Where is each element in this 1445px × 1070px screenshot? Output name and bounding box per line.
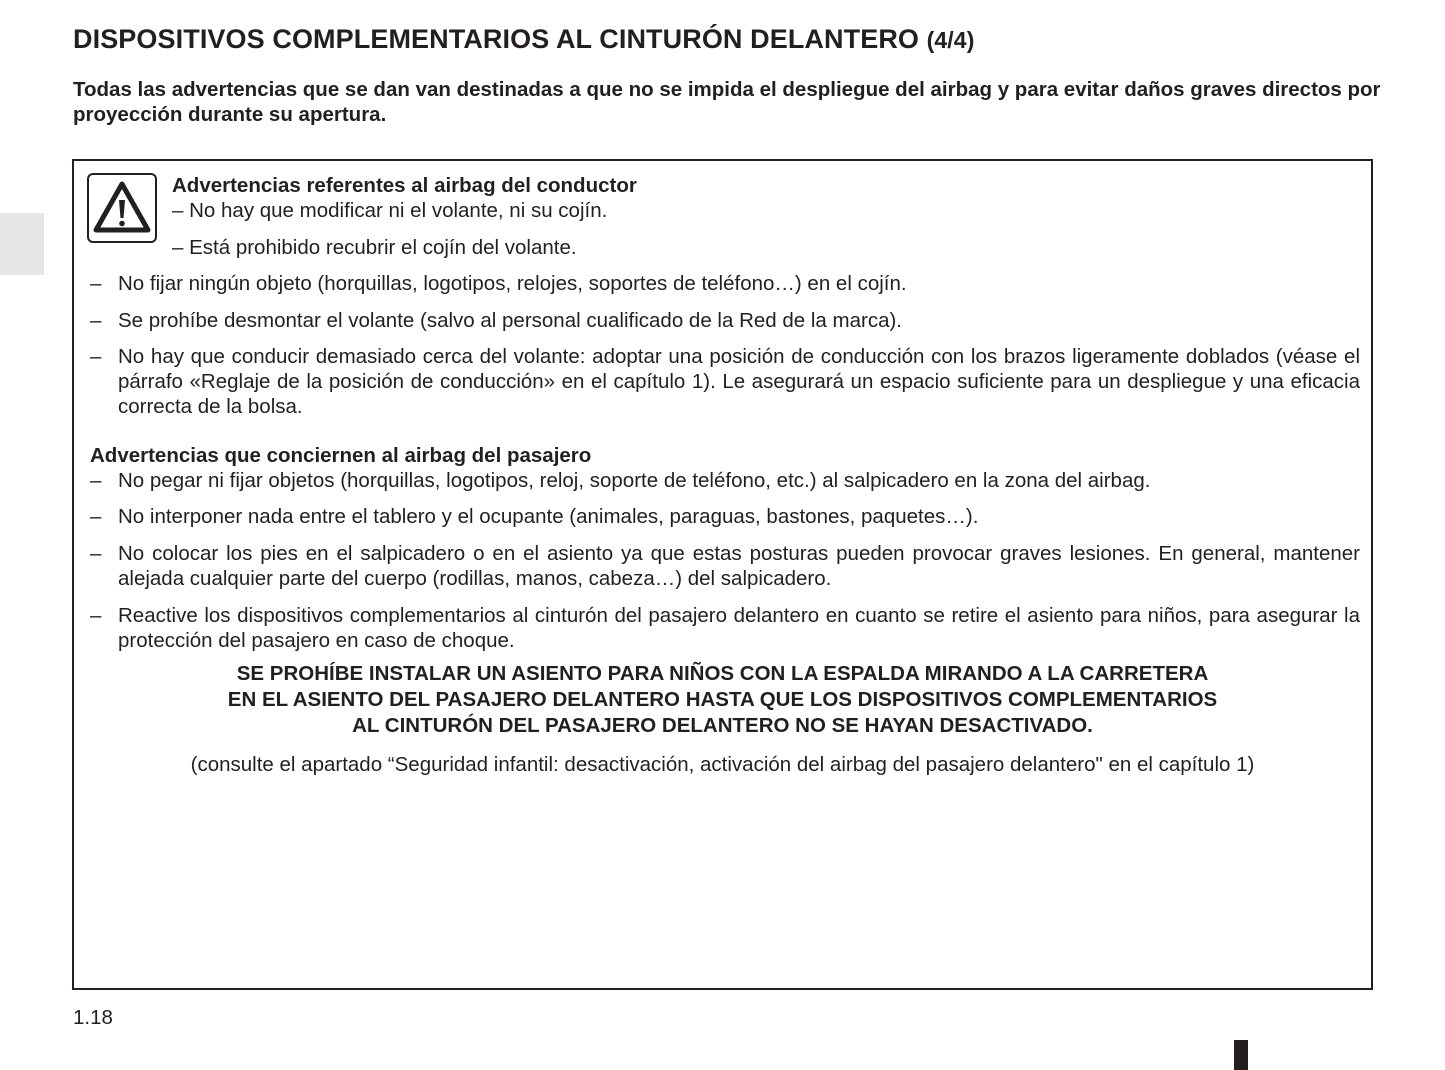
- intro-paragraph: Todas las advertencias que se dan van destinadas a que no se impida el despliegue del airbag y para evitar daños graves directos por proyección durante su apertura.: [73, 78, 1381, 126]
- print-mark: [1234, 1040, 1248, 1070]
- driver-item-5: [90, 344, 1360, 419]
- driver-item-3-text: No fijar ningún objeto (horquillas, logotipos, relojes, soportes de teléfono…) en el cojín.: [118, 272, 907, 295]
- passenger-item-3-text: No colocar los pies en el salpicadero o en el asiento ya que estas posturas pueden provocar graves lesiones. En general, mantener alejada cualquier parte del cuerpo (rodillas, manos, cabeza…) del salpicadero.: [118, 542, 1360, 590]
- driver-item-4-text: Se prohíbe desmontar el volante (salvo al personal cualificado de la Red de la marca).: [118, 309, 902, 332]
- driver-item-2: [172, 235, 577, 260]
- dash: –: [90, 469, 102, 492]
- passenger-item-4: [90, 603, 1360, 653]
- passenger-item-2-text: No interponer nada entre el tablero y el ocupante (animales, paraguas, bastones, paquetes…).: [118, 505, 979, 528]
- dash: –: [90, 505, 102, 528]
- page-title-text: DISPOSITIVOS COMPLEMENTARIOS AL CINTURÓN DELANTERO: [73, 24, 920, 54]
- page-title: [73, 24, 974, 55]
- warning-triangle-icon: [87, 173, 157, 243]
- dash: –: [172, 236, 184, 259]
- page-title-suffix: (4/4): [926, 27, 975, 53]
- driver-item-1-text: No hay que modificar ni el volante, ni su cojín.: [189, 199, 608, 222]
- page-number: 1.18: [73, 1006, 113, 1029]
- dash: –: [90, 604, 102, 627]
- warning-box: [72, 159, 1373, 990]
- prohibition-line-2: EN EL ASIENTO DEL PASAJERO DELANTERO HASTA QUE LOS DISPOSITIVOS COMPLEMENTARIOS: [227, 688, 1218, 711]
- section-tab-marker: [0, 213, 44, 275]
- driver-item-1: [172, 198, 607, 223]
- dash: –: [90, 272, 102, 295]
- dash: –: [90, 345, 102, 368]
- passenger-item-4-text: Reactive los dispositivos complementarios al cinturón del pasajero delantero en cuanto se retire el asiento para niños, para asegurar la protección del pasajero en caso de choque.: [118, 604, 1360, 652]
- prohibition-notice: [74, 661, 1371, 739]
- passenger-item-2: [90, 504, 1360, 529]
- prohibition-line-3: AL CINTURÓN DEL PASAJERO DELANTERO NO SE HAYAN DESACTIVADO.: [352, 714, 1093, 737]
- passenger-item-3: [90, 541, 1360, 591]
- reference-note: (consulte el apartado “Seguridad infantil: desactivación, activación del airbag del pasajero delantero" en el capítulo 1): [190, 753, 1255, 776]
- passenger-item-1-text: No pegar ni fijar objetos (horquillas, logotipos, reloj, soporte de teléfono, etc.) al salpicadero en la zona del airbag.: [118, 469, 1151, 492]
- driver-item-4: [90, 308, 1360, 333]
- driver-item-2-text: Está prohibido recubrir el cojín del volante.: [189, 236, 577, 259]
- driver-heading: Advertencias referentes al airbag del conductor: [172, 174, 637, 197]
- dash: –: [172, 199, 184, 222]
- dash: –: [90, 309, 102, 332]
- dash: –: [90, 542, 102, 565]
- driver-item-3: [90, 271, 1360, 296]
- prohibition-line-1: SE PROHÍBE INSTALAR UN ASIENTO PARA NIÑOS CON LA ESPALDA MIRANDO A LA CARRETERA: [236, 662, 1209, 685]
- passenger-item-1: [90, 468, 1360, 493]
- driver-item-5-text: No hay que conducir demasiado cerca del volante: adoptar una posición de conducción con los brazos ligeramente doblados (véase el párrafo «Reglaje de la posición de conducción» en el capítulo 1). Le asegurará un espacio suficiente para un despliegue y una eficacia correcta de la bolsa.: [118, 345, 1360, 418]
- passenger-heading: Advertencias que conciernen al airbag del pasajero: [90, 444, 592, 467]
